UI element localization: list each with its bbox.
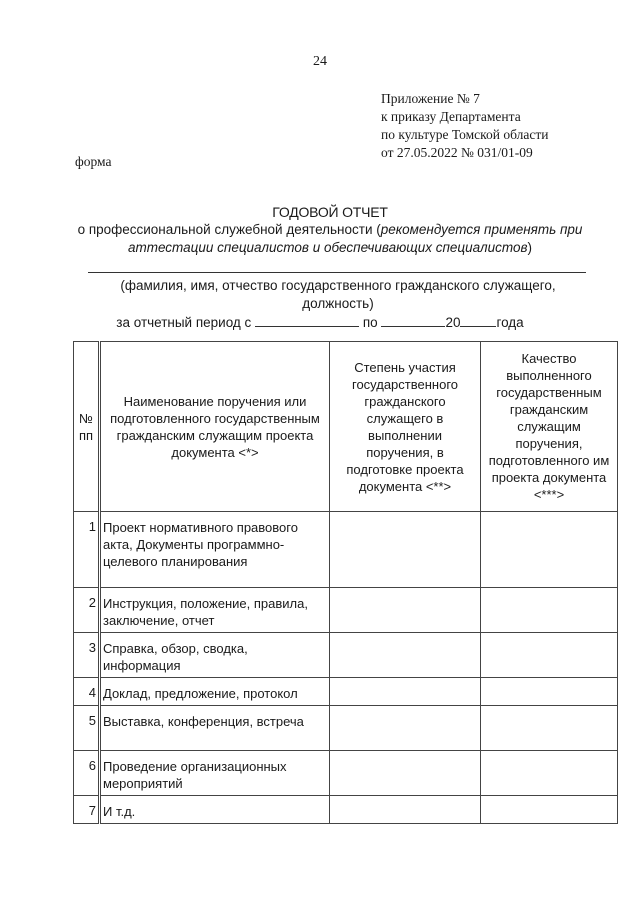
row-name: Проект нормативного правового акта, Документы программно-целевого планирования: [100, 512, 330, 588]
report-table: [73, 341, 618, 824]
row-name: Выставка, конференция, встреча: [100, 706, 330, 751]
title-block: [75, 203, 585, 257]
appendix-line-4: от 27.05.2022 № 031/01-09: [381, 145, 533, 160]
row-degree-cell: [330, 633, 481, 678]
period-start-blank: [255, 313, 359, 327]
table-row: [74, 751, 618, 796]
table-row: [74, 633, 618, 678]
period-year-blank: [460, 313, 496, 327]
document-subtitle: [75, 221, 585, 257]
table-row: [74, 706, 618, 751]
row-degree-cell: [330, 678, 481, 706]
row-num: 2: [74, 588, 100, 633]
row-num: 7: [74, 796, 100, 824]
row-name: Проведение организационных мероприятий: [100, 751, 330, 796]
row-quality-cell: [481, 751, 618, 796]
row-degree-cell: [330, 796, 481, 824]
appendix-line-3: по культуре Томской области: [381, 127, 549, 142]
appendix-line-1: Приложение № 7: [381, 91, 480, 106]
row-num: 1: [74, 512, 100, 588]
row-quality-cell: [481, 633, 618, 678]
row-quality-cell: [481, 796, 618, 824]
period-line: [0, 313, 640, 330]
period-year-prefix: 20: [445, 315, 461, 330]
period-end-blank: [381, 313, 445, 327]
row-num: 6: [74, 751, 100, 796]
row-quality-cell: [481, 678, 618, 706]
form-label: форма: [75, 154, 112, 169]
row-num: 5: [74, 706, 100, 751]
row-num: 3: [74, 633, 100, 678]
row-degree-cell: [330, 751, 481, 796]
name-fill-line: [88, 272, 586, 273]
row-name: Доклад, предложение, протокол: [100, 678, 330, 706]
header-degree: Степень участия государственного гражданского служащего в выполнении поручения, в подготовке проекта документа <**>: [330, 342, 481, 512]
subtitle-italic: рекомендуется применять при аттестации специалистов и обеспечивающих специалистов: [127, 222, 583, 255]
row-quality-cell: [481, 512, 618, 588]
header-num: № пп: [74, 342, 100, 512]
appendix-line-2: к приказу Департамента: [381, 109, 521, 124]
period-prefix: за отчетный период с: [116, 315, 252, 330]
page-number: 24: [313, 54, 327, 69]
appendix-block: [381, 90, 548, 162]
row-name: Справка, обзор, сводка, информация: [100, 633, 330, 678]
table-row: [74, 588, 618, 633]
name-hint: (фамилия, имя, отчество государственного гражданского служащего, должность): [120, 278, 556, 311]
header-name: Наименование поручения или подготовленного государственным гражданским служащим проекта документа <*>: [100, 342, 330, 512]
row-num: 4: [74, 678, 100, 706]
row-degree-cell: [330, 706, 481, 751]
table-row: [74, 512, 618, 588]
row-quality-cell: [481, 706, 618, 751]
row-quality-cell: [481, 588, 618, 633]
document-title: ГОДОВОЙ ОТЧЕТ: [272, 204, 388, 220]
period-suffix: года: [496, 315, 524, 330]
subtitle-plain: о профессиональной служебной деятельности (: [77, 222, 381, 237]
table-header-row: [74, 342, 618, 512]
row-name: И т.д.: [100, 796, 330, 824]
table-row: [74, 796, 618, 824]
table-row: [74, 678, 618, 706]
subtitle-close: ): [527, 240, 533, 255]
row-degree-cell: [330, 588, 481, 633]
period-middle: по: [362, 315, 378, 330]
row-name: Инструкция, положение, правила, заключение, отчет: [100, 588, 330, 633]
header-quality: Качество выполненного государственным гражданским служащим поручения, подготовленного им проекта документа <***>: [481, 342, 618, 512]
row-degree-cell: [330, 512, 481, 588]
